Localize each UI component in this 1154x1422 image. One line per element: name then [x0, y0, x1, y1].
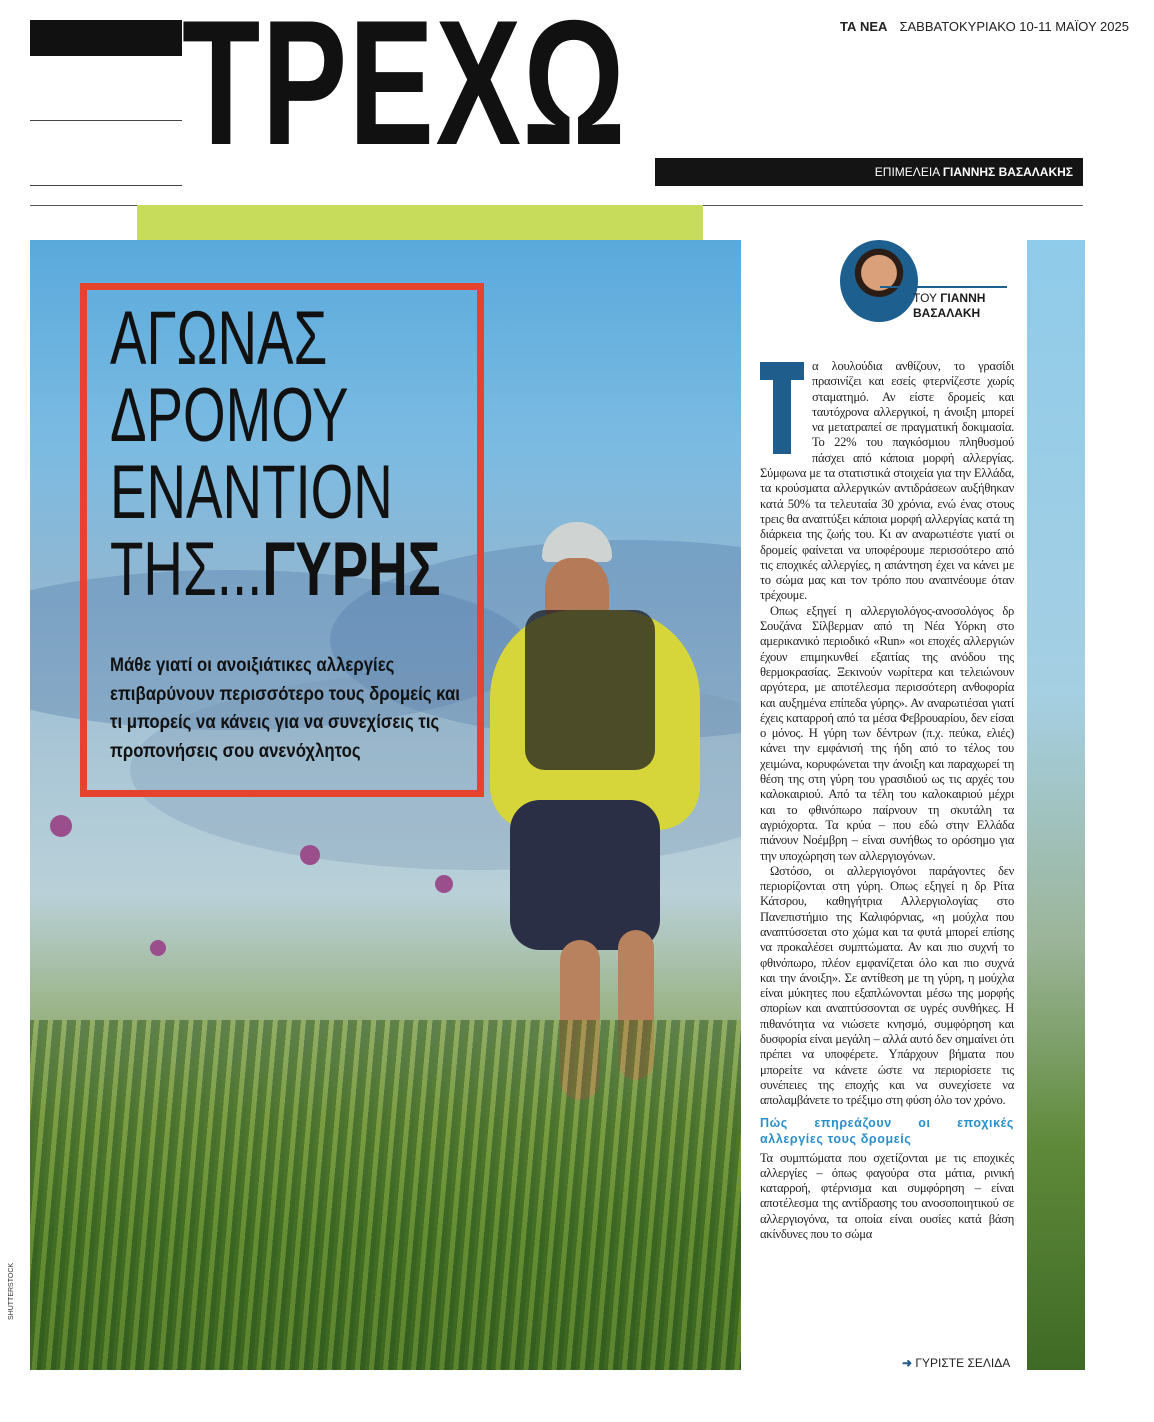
- arrow-right-icon: ➜: [902, 1356, 913, 1370]
- article-body: [760, 359, 1014, 1242]
- drop-cap-t: [760, 362, 804, 454]
- headline: [110, 296, 441, 612]
- standfirst: Μάθε γιατί οι ανοιξιάτικες αλλεργίες επιβαρύνουν περισσότερο τους δρομείς και τι μπορείς να κάνεις για να συνεχίσεις τις προπονήσεις σου ανενόχλητος: [110, 654, 460, 762]
- byline-name: ΓΙΑΝΝΗ: [940, 291, 986, 305]
- issue-date: ΣΑΒΒΑΤΟΚΥΡΙΑΚΟ 10-11 ΜΑΪΟΥ 2025: [899, 19, 1129, 34]
- byline-surname: ΒΑΣΑΛΑΚΗ: [913, 306, 981, 320]
- paragraph: Τα συμπτώματα που σχετίζονται με τις εποχικές αλλεργίες – όπως φαγούρα στα μάτια, ρινική καταρροή, φτέρνισμα και συμφόρηση – είναι αποτέλεσμα της αντίδρασης του ανοσοποιητικού σε αλλεργιογόνα, τα οποία είναι ουσίες κατά βάση ακίνδυνες που το σώμα: [760, 1150, 1014, 1242]
- section-title: ΤΡΕΧΩ: [182, 0, 627, 182]
- lime-accent-bar: [137, 205, 703, 241]
- headline-line: [110, 527, 441, 612]
- headline-line: ΔΡΟΜΟΥ: [110, 373, 349, 458]
- paragraph: Ωστόσο, οι αλλεργιογόνοι παράγοντες δεν περιορίζονται στη γύρη. Οπως εξηγεί η δρ Ρίτα Κάτσρου, καθηγήτρια Αλλεργιολογίας στο Πανεπιστήμιο της Καλιφόρνιας, «η μούχλα που αναπτύσσεται στο χώμα και τα φυτά μπορεί επίσης να προκαλέσει συμπτώματα. Αν και πιο συχνή το φθινόπωρο, πλέον εμφανίζεται όλο και πιο συχνά και την άνοιξη». Σε αντίθεση με τη γύρη, η μούχλα είναι μύκητες που εξαπλώνονται μέσω της μορφής σπορίων και αναπτύσσονται σε υγρές συνθήκες. Η πιθανότητα να νιώσετε κνησμό, συμφόρηση και δυσφορία είναι μεγάλη – αλλά αυτό δεν σημαίνει ότι πρέπει να υποφέρετε. Υπάρχουν βήματα που μπορείτε να κάνετε ώστε να περιορίσετε τις συνέπειες της εποχής και να συνεχίσετε να απολαμβάνετε το τρέξιμο στη φύση όλο τον χρόνο.: [760, 863, 1014, 1108]
- paper-name: ΤΑ ΝΕΑ: [840, 19, 888, 34]
- turn-page-link[interactable]: [902, 1356, 1010, 1370]
- headline-word: ΤΗΣ...: [110, 527, 263, 612]
- header-black-bar: [30, 20, 182, 56]
- author-avatar: [840, 240, 918, 322]
- paragraph: Οπως εξηγεί η αλλεργιολόγος-ανοσολόγος δρ Σουζάνα Σίλβερμαν από τη Νέα Υόρκη στο αμερικανικό περιοδικό «Run» «οι εποχές αλλεργιών έχουν επιμηκυνθεί εξαιτίας της ανόδου της θερμοκρασίας. Ξεκινούν νωρίτερα και τελειώνουν αργότερα, με αποτέλεσμα περισσότερη ανθοφορία και αυξημένα επίπεδα γύρης». Αν αναρωτιέσαι γιατί έχεις καταρροή από τα μέσα Φεβρουαρίου, δεν είσαι ο μόνος. Η γύρη των δέντρων (π.χ. πεύκα, ελιές) κάνει την εμφάνισή της ήδη από το τέλος του χειμώνα, κορυφώνεται την άνοιξη και παραχωρεί τη θέση της στη γύρη του γρασιδιού ως τις αρχές του καλοκαιριού. Από τα τέλη του καλοκαιριού μέχρι και το φθινόπωρο παίρνουν τη σκυτάλη τα αγριόχορτα. Τα κρύα – που εδώ στην Ελλάδα πιάνουν Νοέμβρη – είναι συνήθως το ορόσημο για την υποχώρηση των αλλεργιογόνων.: [760, 603, 1014, 863]
- divider: [30, 185, 182, 186]
- divider: [30, 120, 182, 121]
- photo-strip: [1027, 240, 1085, 1370]
- byline: [913, 291, 985, 321]
- photo-credit: SHUTTERSTOCK: [8, 1262, 15, 1320]
- paragraph-text: α λουλούδια ανθίζουν, το γρασίδι πρασινίζει και εσείς φτερνίζεστε χωρίς σταματημό. Αν είστε δρομείς και ταυτόχρονα αλλεργικοί, η άνοιξη μπορεί να μετατραπεί σε πραγματική δοκιμασία. Το 22% του παγκόσμιου πληθυσμού πάσχει από κάποια μορφή αλλεργίας. Σύμφωνα με τα στατιστικά στοιχεία για την Ελλάδα, τα κρούσματα αλλεργικών αντιδράσεων αυξήθηκαν κατά 50% τα τελευταία 30 χρόνια, ενώ ένας στους τρεις θα αναπτύξει κάποια μορφή αλλεργίας κατά τη διάρκεια της ζωής του. Κι αν αναρωτιέστε γιατί οι δρομείς φαίνεται να υποφέρουμε περισσότερο από τις εποχικές αλλεργίες, η απάντηση έχει να κάνει με το σώμα μας και τον τρόπο που αναπνέουμε όταν τρέχουμε.: [760, 359, 1014, 603]
- headline-line: ΕΝΑΝΤΙΟΝ: [110, 450, 393, 535]
- byline-prefix: ΤΟΥ: [913, 291, 937, 305]
- dateline: [840, 19, 1129, 34]
- headline-bold-word: ΓΥΡΗΣ: [262, 527, 441, 612]
- editor-label: ΕΠΙΜΕΛΕΙΑ: [874, 165, 940, 179]
- byline-rule: [880, 286, 1007, 288]
- subheading: Πώς επηρεάζουν οι εποχικές αλλεργίες τους δρομείς: [760, 1115, 1014, 1146]
- paragraph: [760, 359, 1014, 604]
- editor-name: ΓΙΑΝΝΗΣ ΒΑΣΑΛΑΚΗΣ: [942, 165, 1073, 179]
- headline-line: ΑΓΩΝΑΣ: [110, 296, 328, 381]
- editor-bar: [655, 158, 1083, 186]
- turn-page-label: ΓΥΡΙΣΤΕ ΣΕΛΙΔΑ: [915, 1356, 1011, 1370]
